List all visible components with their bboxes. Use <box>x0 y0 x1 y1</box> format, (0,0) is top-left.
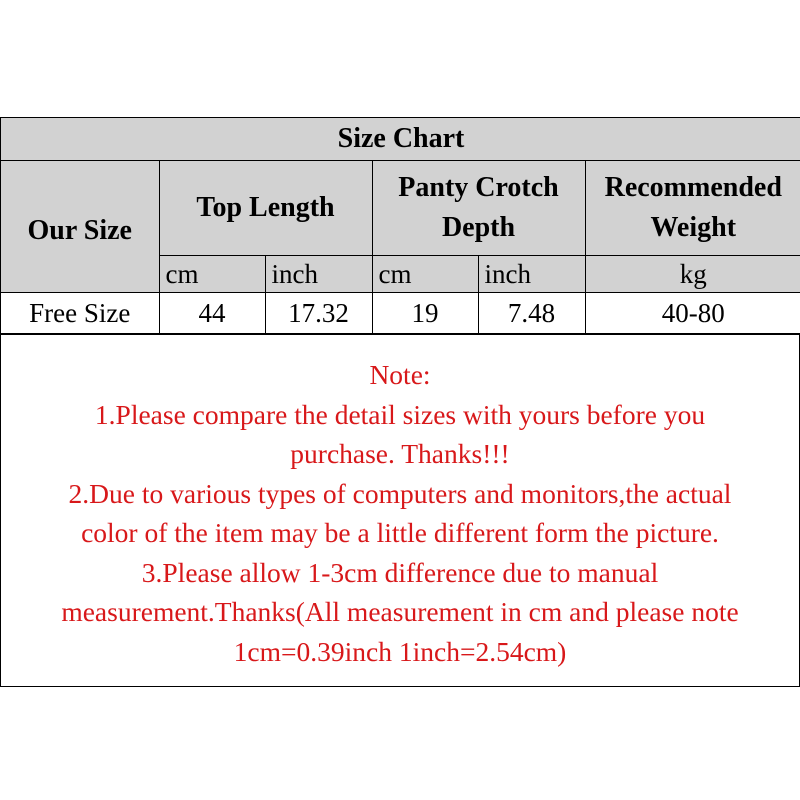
unit-weight-kg: kg <box>585 256 800 293</box>
table-row <box>1 293 800 334</box>
panty-header-line1: Panty Crotch <box>398 172 559 203</box>
note-line: 2.Due to various types of computers and monitors,the actual <box>68 477 732 509</box>
note-line: 3.Please allow 1-3cm difference due to manual <box>141 556 659 588</box>
unit-panty-cm: cm <box>372 256 478 293</box>
size-chart <box>0 117 800 687</box>
size-chart-title: Size Chart <box>1 118 800 161</box>
note-line: 1cm=0.39inch 1inch=2.54cm) <box>233 635 567 667</box>
weight-value: 40-80 <box>585 293 800 334</box>
note-line: purchase. Thanks!!! <box>290 438 510 469</box>
size-value: Free Size <box>1 293 159 334</box>
unit-top-inch: inch <box>265 256 372 293</box>
note-line: measurement.Thanks(All measurement in cm and please note <box>61 596 739 627</box>
weight-header-line2: Weight <box>650 212 737 243</box>
weight-header-line1: Recommended <box>604 172 782 203</box>
panty-cm-value: 19 <box>372 293 478 334</box>
panty-inch-value: 7.48 <box>478 293 585 334</box>
note-heading: Note: <box>369 359 431 390</box>
size-table <box>1 118 800 334</box>
top-inch-value: 17.32 <box>265 293 372 334</box>
unit-panty-inch: inch <box>478 256 585 293</box>
notes-section <box>1 334 799 671</box>
note-line: 1.Please compare the detail sizes with yours before you <box>94 398 706 430</box>
note-line: color of the item may be a little different form the picture. <box>81 517 719 548</box>
unit-top-cm: cm <box>159 256 265 293</box>
panty-crotch-depth-header <box>372 161 585 256</box>
recommended-weight-header <box>585 161 800 256</box>
our-size-header: Our Size <box>1 161 159 293</box>
top-length-header: Top Length <box>159 161 372 256</box>
panty-header-line2: Depth <box>441 212 516 243</box>
top-cm-value: 44 <box>159 293 265 334</box>
